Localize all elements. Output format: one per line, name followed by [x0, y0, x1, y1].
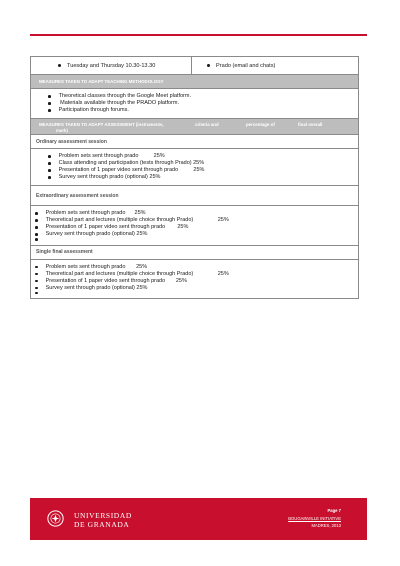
assessment-header	[31, 118, 358, 134]
bullet-dot-icon	[35, 212, 38, 215]
list-item: Problem sets sent through prado 25%	[31, 264, 358, 271]
list-item: Class attending and participation (tests through Prado) 25%	[31, 160, 358, 167]
assessment-header-line1: MEASURES TAKEN TO ADAPT ASSESSMENT (instruments, criteria and percentage of final overall	[39, 122, 323, 127]
schedule-cell-times	[31, 57, 192, 74]
footer-date: MADRES, 2013	[311, 523, 341, 528]
bullet-dot-icon	[35, 266, 38, 269]
ordinary-title: Ordinary assessment session	[31, 134, 358, 148]
bullet-dot-icon	[35, 280, 38, 283]
extraordinary-body	[31, 205, 358, 245]
ordinary-list	[31, 149, 358, 185]
single-body	[31, 259, 358, 299]
list-item: Theoretical classes through the Google Meet platform.	[31, 93, 358, 100]
adaptation-table	[30, 56, 359, 299]
single-list	[31, 260, 358, 299]
footer-link[interactable]: BOUGAINVILLE INITIATIVE	[288, 515, 341, 521]
bullet-dot-icon	[48, 155, 51, 158]
bullet-dot-icon	[48, 109, 51, 112]
bullet-dot-icon	[48, 169, 51, 172]
list-item: Materials available through the PRADO platform.	[31, 100, 358, 107]
list-item: Theoretical part and lectures (multiple choice through Prado) 25%	[31, 217, 358, 224]
schedule-channel: Prado (email and chats)	[216, 62, 276, 69]
list-item: Participation through forums.	[31, 107, 358, 114]
list-item: Survey sent through prado (optional) 25%	[31, 285, 358, 292]
list-item: Theoretical part and lectures (multiple choice through Prado) 25%	[31, 271, 358, 278]
bullet-dot-icon	[35, 233, 38, 236]
bullet-dot-icon	[48, 162, 51, 165]
bullet-dot-icon	[48, 102, 51, 105]
list-item: Problem sets sent through prado 25%	[31, 153, 358, 160]
bullet-dot-icon	[35, 287, 38, 290]
page-number: Page 7	[327, 508, 341, 513]
assessment-header-line2: mark)	[56, 128, 68, 133]
list-item	[31, 292, 358, 295]
schedule-times: Tuesday and Thursday 10.30-13.30	[67, 62, 156, 69]
list-item: Presentation of 1 paper video sent through prado 25%	[31, 167, 358, 174]
list-item	[31, 238, 358, 241]
extraordinary-title: Extraordinary assessment session	[31, 185, 358, 205]
bullet-dot-icon	[35, 238, 38, 241]
schedule-cell-channel	[192, 57, 358, 74]
top-rule	[30, 34, 367, 36]
bullet-dot-icon	[35, 292, 38, 295]
methodology-body	[31, 88, 358, 118]
list-item: Presentation of 1 paper video sent through prado 25%	[31, 278, 358, 285]
single-title: Single final assessment	[31, 245, 358, 259]
list-item: Problem sets sent through prado 25%	[31, 210, 358, 217]
list-item: Survey sent through prado (optional) 25%	[31, 231, 358, 238]
list-item: Presentation of 1 paper video sent through prado 25%	[31, 224, 358, 231]
bullet-dot-icon	[48, 176, 51, 179]
bullet-dot-icon	[48, 95, 51, 98]
extraordinary-list	[31, 206, 358, 245]
footer-banner	[30, 498, 367, 540]
bullet-dot-icon	[58, 64, 61, 67]
methodology-header-text: MEASURES TAKEN TO ADAPT TEACHING METHODOLOGY	[39, 78, 164, 84]
ordinary-body	[31, 148, 358, 185]
schedule-row	[31, 57, 358, 74]
methodology-list	[31, 89, 358, 118]
bullet-dot-icon	[207, 64, 210, 67]
bullet-dot-icon	[35, 273, 38, 276]
bullet-dot-icon	[35, 226, 38, 229]
list-item: Survey sent through prado (optional) 25%	[31, 174, 358, 181]
page-info	[288, 507, 341, 530]
university-seal-icon	[47, 510, 64, 527]
university-name: UNIVERSIDAD DE GRANADA	[74, 511, 132, 529]
bullet-dot-icon	[35, 219, 38, 222]
methodology-header	[31, 74, 358, 88]
